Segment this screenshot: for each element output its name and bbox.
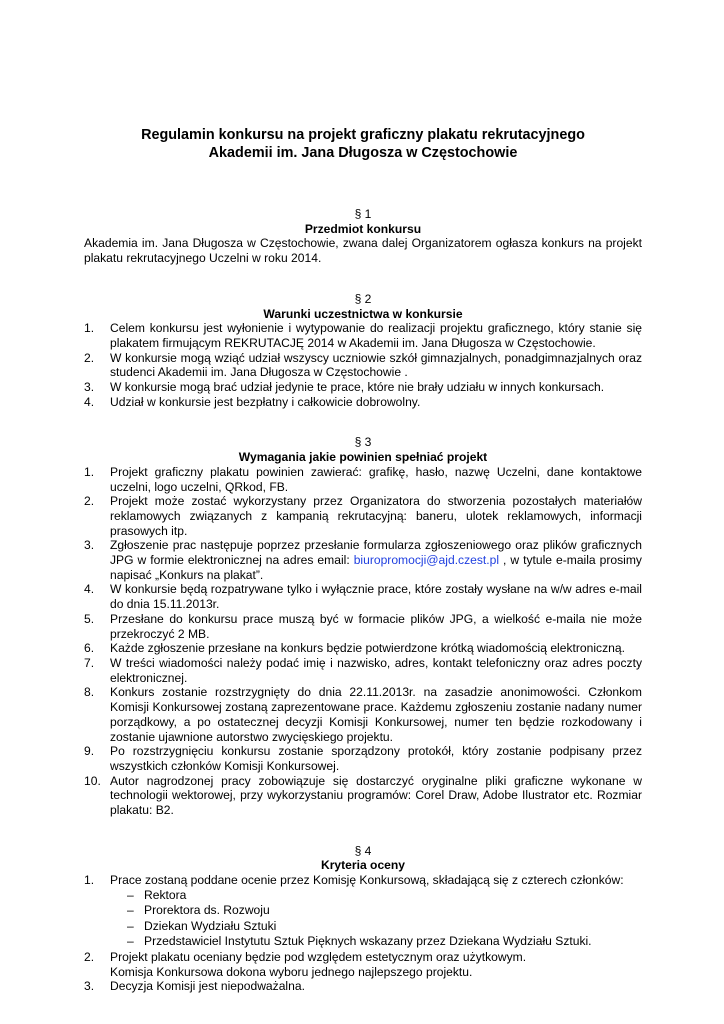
dash-bullet: –	[127, 918, 134, 933]
section-3	[84, 435, 642, 817]
list-item: 5. Przesłane do konkursu prace muszą być w formacie plików JPG, a wielkość e-maila nie może przekroczyć 2 MB.	[84, 611, 642, 641]
dash-bullet: –	[127, 934, 134, 949]
committee-member: – Przedstawiciel Instytutu Sztuk Pięknych wskazany przez Dziekana Wydziału Sztuki.	[127, 934, 592, 949]
list-item: 2. Projekt może zostać wykorzystany przez Organizatora do stworzenia pozostałych materiałów reklamowych związanych z kampanią rekrutacyjną: baneru, ulotek reklamowych, informacji prasowych itp.	[84, 494, 642, 538]
title-line-1: Regulamin konkursu na projekt graficzny plakatu rekrutacyjnego	[141, 127, 585, 143]
list-item: 6. Każde zgłoszenie przesłane na konkurs będzie potwierdzone krótką wiadomością elektroniczną.	[84, 641, 625, 656]
section-heading: Wymagania jakie powinien spełniać projekt	[238, 450, 488, 465]
list-item: 10. Autor nagrodzonej pracy zobowiązuje się dostarczyć oryginalne pliki graficzne wykonane w technologii wektorowej, przy wykorzystaniu programów: Corel Draw, Adobe Ilustrator etc. Rozmiar plakatu: B2.	[84, 773, 642, 818]
criteria-list	[84, 873, 642, 888]
list-item: 1. Projekt graficzny plakatu powinien zawierać: grafikę, hasło, nazwę Uczelni, dane kontaktowe uczelni, logo uczelni, QRkod, FB.	[84, 464, 642, 494]
section-4	[84, 844, 642, 994]
section-symbol: § 4	[354, 843, 372, 858]
list-item: 8. Konkurs zostanie rozstrzygnięty do dnia 22.11.2013r. na zasadzie anonimowości. Członkom Komisji Konkursowej zostaną zaprezentowane prace. Każdemu zgłoszeniu zostanie nadany numer porządkowy, a po ostatecznej decyzji Komisji Konkursowej, numer ten będzie rozkodowany i zostanie ujawnione autorstwo zwycięskiego projektu.	[84, 685, 642, 744]
section-2	[84, 292, 642, 410]
list-item: 4. Udział w konkursie jest bezpłatny i całkowicie dobrowolny.	[84, 394, 421, 409]
dash-bullet: –	[127, 903, 134, 918]
committee-member: – Dziekan Wydziału Sztuki	[127, 918, 277, 933]
list-item: 7. W treści wiadomości należy podać imię i nazwisko, adres, kontakt telefoniczny oraz adres poczty elektronicznej.	[84, 655, 642, 685]
criteria-list-continued	[84, 950, 642, 994]
committee-member: – Rektora	[127, 887, 187, 902]
list-item: 3. W konkursie mogą brać udział jedynie te prace, które nie brały udziału w innych konkursach.	[84, 380, 605, 395]
section-heading: Przedmiot konkursu	[304, 221, 422, 236]
list-item: 1. Prace zostaną poddane ocenie przez Komisję Konkursową, składającą się z czterech członków:	[84, 873, 624, 888]
title-line-2: Akademii im. Jana Długosza w Częstochowie	[208, 145, 518, 161]
list-item: 2. W konkursie mogą wziąć udział wszyscy uczniowie szkół gimnazjalnych, ponadgimnazjalnych oraz studenci Akademii im. Jana Długosza w Częstochowie .	[84, 350, 642, 380]
section-1	[84, 207, 642, 266]
list-item: 3. Decyzja Komisji jest niepodważalna.	[84, 979, 305, 994]
section-heading: Kryteria oceny	[320, 858, 406, 873]
conditions-list	[84, 321, 642, 409]
section-symbol: § 1	[354, 207, 372, 221]
list-item: 3. Zgłoszenie prac następuje poprzez przesłanie formularza zgłoszeniowego oraz plików graficznych JPG w formie elektronicznej na adres email: biuropromocji@ajd.czest.pl , w tytule e-maila prosimy napisać „Konkurs na plakat”.	[84, 538, 642, 582]
section-intro: Akademia im. Jana Długosza w Częstochowie, zwana dalej Organizatorem ogłasza konkurs na projekt plakatu rekrutacyjnego Uczelni w roku 2014.	[84, 236, 642, 266]
document-title	[84, 126, 642, 162]
committee-members-list	[84, 888, 642, 950]
section-symbol: § 3	[354, 435, 372, 450]
list-item: 9. Po rozstrzygnięciu konkursu zostanie sporządzony protokół, który zostanie podpisany przez wszystkich członków Komisji Konkursowej.	[84, 744, 642, 773]
section-heading: Warunki uczestnictwa w konkursie	[263, 306, 463, 321]
list-item: 1. Celem konkursu jest wyłonienie i wytypowanie do realizacji projektu graficznego, który stanie się plakatem firmującym REKRUTACJĘ 2014 w Akademii im. Jana Długosza w Częstochowie.	[84, 321, 642, 350]
list-item: 4. W konkursie będą rozpatrywane tylko i wyłącznie prace, które zostały wysłane na w/w adres e-mail do dnia 15.11.2013r.	[84, 582, 642, 612]
email-link[interactable]: biuropromocji@ajd.czest.pl	[353, 553, 500, 568]
document-page	[84, 126, 642, 994]
committee-member: – Prorektora ds. Rozwoju	[127, 903, 270, 918]
dash-bullet: –	[127, 887, 134, 902]
list-item: 2. Projekt plakatu oceniany będzie pod względem estetycznym oraz użytkowym. Komisja Konkursowa dokona wyboru jednego najlepszego projektu.	[84, 949, 527, 979]
section-symbol: § 2	[354, 291, 372, 306]
requirements-list	[84, 465, 642, 818]
